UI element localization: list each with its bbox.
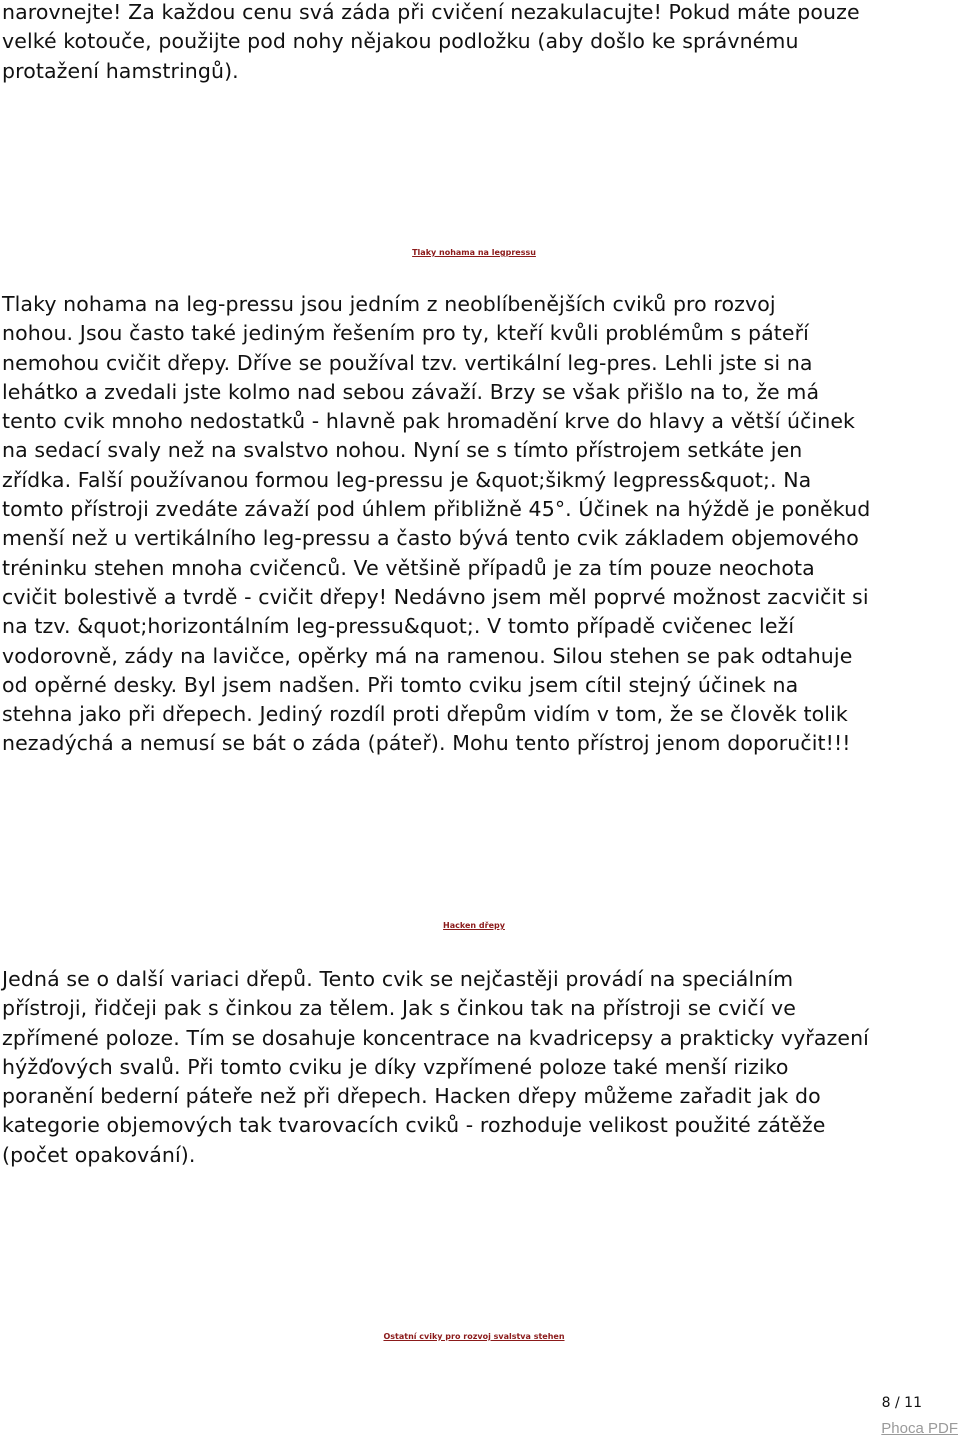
page-number: 8 / 11	[881, 1395, 922, 1411]
section-heading-link-hacken[interactable]: Hacken dřepy	[443, 921, 505, 930]
legpress-paragraph: Tlaky nohama na leg-pressu jsou jedním z neoblíbenějších cviků pro rozvoj nohou. Jsou často také jediným řešením pro ty, kteří kvůli problémům s páteří nemohou cvičit dřepy. Dříve se používal tzv. vertikální leg-pres. Lehli jste si na lehátko a zvedali jste kolmo nad sebou závaží. Brzy se však přišlo na to, že má tento cvik mnoho nedostatků - hlavně pak hromadění krve do hlavy a větší účinek na sedací svaly než na svalstvo nohou. Nyní se s tímto přístrojem setkáte jen zřídka. Falší používanou formou leg-pressu je &quot;šikmý legpress&quot;. Na tomto přístroji zvedáte závaží pod úhlem přibližně 45°. Účinek na hýždě je poněkud menší než u vertikálního leg-pressu a často bývá tento cvik základem objemového tréninku stehen mnoha cvičenců. Ve většině případů je za tím pouze neochota cvičit bolestivě a tvrdě - cvičit dřepy! Nedávno jsem měl poprvé možnost zacvičit si na tzv. &quot;horizontálním leg-pressu&quot;. V tomto případě cvičenec leží vodorovně, zády na lavičce, opěrky má na ramenou. Silou stehen se pak odtahuje od opěrné desky. Byl jsem nadšen. Při tomto cviku jsem cítil stejný účinek na stehna jako při dřepech. Jediný rozdíl proti dřepům vidím v tom, že se člověk tolik nezadýchá a nemusí se bát o záda (páteř). Mohu tento přístroj jenom doporučit!!!	[2, 292, 871, 756]
hacken-paragraph: Jedná se o další variaci dřepů. Tento cvik se nejčastěji provádí na speciálním přístroji, řidčeji pak s činkou za tělem. Jak s činkou tak na přístroji se cvičí ve zpřímené poloze. Tím se dosahuje koncentrace na kvadricepsy a prakticky vyřazení hýžďových svalů. Při tomto cviku je díky vzpřímené poloze také menší riziko poranění bederní páteře než při dřepech. Hacken dřepy můžeme zařadit jak do kategorie objemových tak tvarovacích cviků - rozhoduje velikost použité zátěže (počet opakování).	[2, 967, 869, 1167]
intro-paragraph: narovnejte! Za každou cenu svá záda při cvičení nezakulacujte! Pokud máte pouze velké kotouče, použijte pod nohy nějakou podložku (aby došlo ke správnému protažení hamstringů).	[2, 0, 860, 83]
section-heading-link-other-exercises[interactable]: Ostatní cviky pro rozvoj svalstva stehen	[383, 1332, 565, 1341]
phoca-pdf-link[interactable]: Phoca PDF	[881, 1420, 958, 1437]
section-heading-link-legpress[interactable]: Tlaky nohama na legpressu	[412, 248, 536, 257]
